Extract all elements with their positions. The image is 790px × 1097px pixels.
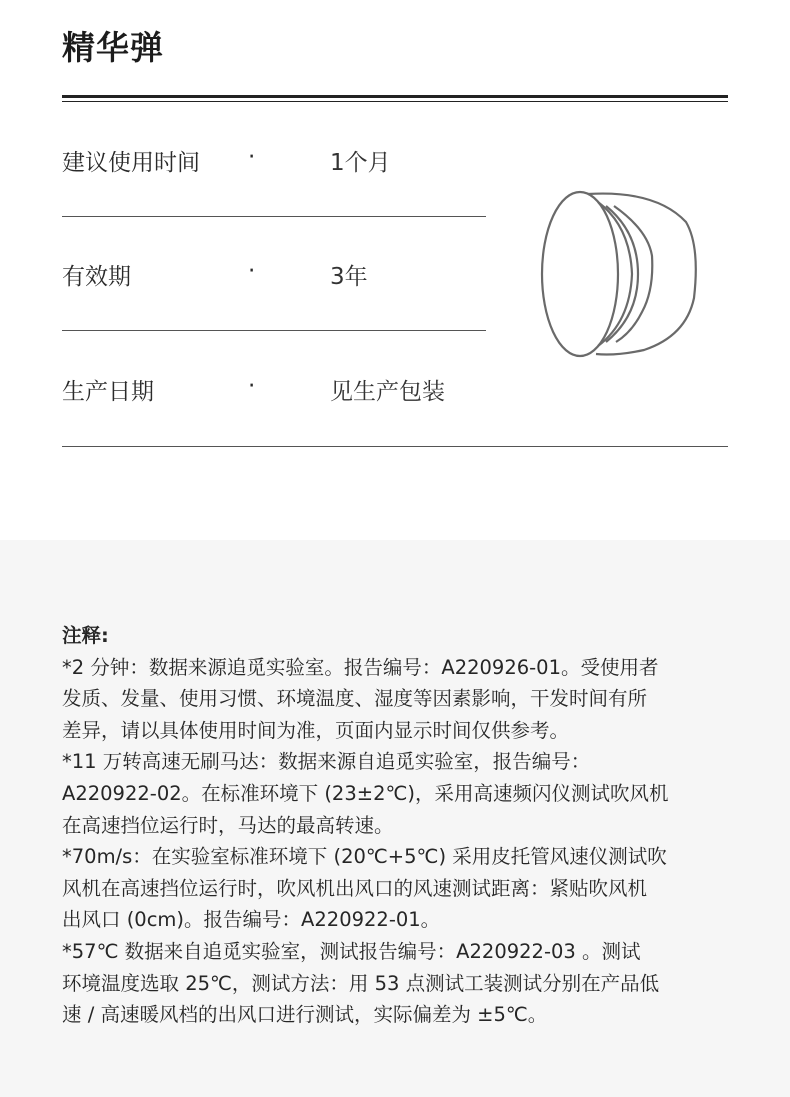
note-line: *2 分钟：数据来源追觅实验室。报告编号：A220926-01。受使用者 xyxy=(62,655,659,679)
spec-label: 建议使用时间 xyxy=(62,150,200,176)
spec-value: 见生产包装 xyxy=(330,379,445,405)
note-line: 环境温度选取 25℃，测试方法：用 53 点测试工装测试分别在产品低 xyxy=(62,971,660,995)
row-divider xyxy=(62,330,486,331)
spec-row-shelf-life xyxy=(62,258,482,318)
note-line: A220922-02。在标准环境下 (23±2℃)，采用高速频闪仪测试吹风机 xyxy=(62,781,669,805)
notes-section xyxy=(62,620,742,1031)
spec-separator: · xyxy=(248,258,256,284)
notes-heading: 注释: xyxy=(62,624,109,647)
spec-value: 3年 xyxy=(330,264,368,290)
spec-value: 1个月 xyxy=(330,150,391,176)
note-line: *11 万转高速无刷马达：数据来源自追觅实验室，报告编号： xyxy=(62,750,591,774)
spec-label: 生产日期 xyxy=(62,379,154,405)
note-line: 风机在高速挡位运行时，吹风机出风口的风速测试距离：紧贴吹风机 xyxy=(62,876,648,900)
spec-separator: · xyxy=(248,144,256,170)
essence-cartridge-icon xyxy=(536,186,700,362)
row-divider-full xyxy=(62,446,728,447)
note-line: 发质、发量、使用习惯、环境温度、湿度等因素影响，干发时间有所 xyxy=(62,687,648,711)
spec-label: 有效期 xyxy=(62,264,131,290)
note-line: *57℃ 数据来自追觅实验室，测试报告编号：A220922-03 。测试 xyxy=(62,939,641,963)
spec-separator: · xyxy=(248,373,256,399)
spec-row-usage-time xyxy=(62,144,482,204)
title-divider-thin xyxy=(62,101,728,102)
note-line: *70m/s：在实验室标准环境下 (20℃+5℃) 采用皮托管风速仪测试吹 xyxy=(62,845,667,869)
page-title: 精华弹 xyxy=(62,28,164,67)
row-divider xyxy=(62,216,486,217)
note-line: 差异，请以具体使用时间为准，页面内显示时间仅供参考。 xyxy=(62,718,570,742)
note-line: 出风口 (0cm)。报告编号：A220922-01。 xyxy=(62,908,441,932)
note-line: 速 / 高速暖风档的出风口进行测试，实际偏差为 ±5℃。 xyxy=(62,1003,548,1027)
spec-row-production-date xyxy=(62,373,482,433)
title-divider xyxy=(62,95,728,98)
spec-section xyxy=(0,0,790,540)
note-line: 在高速挡位运行时，马达的最高转速。 xyxy=(62,813,394,837)
